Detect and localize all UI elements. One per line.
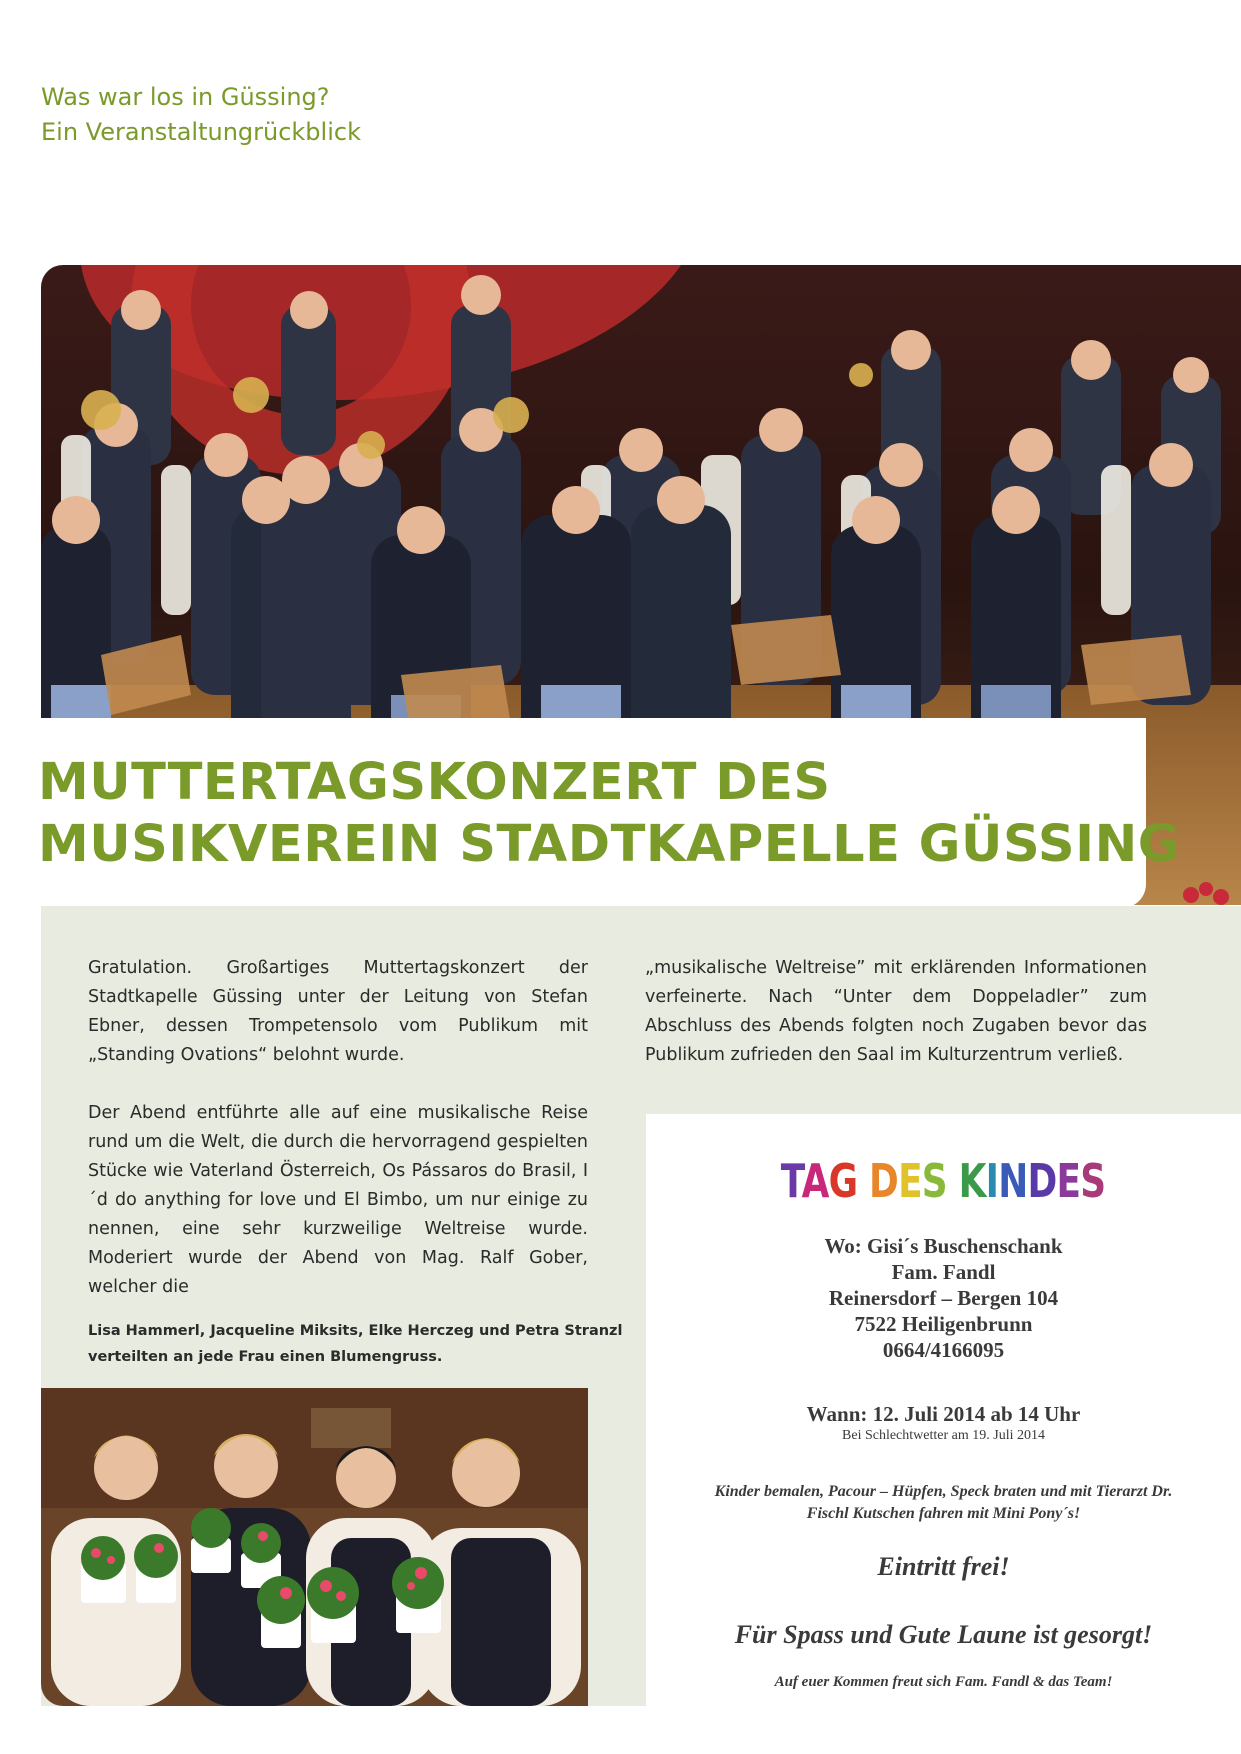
flyer-title-letter: S <box>1080 1154 1106 1208</box>
article-paragraph-2: Der Abend entführte alle auf eine musikalische Reise rund um die Welt, die durch die hervorragend gespielten Stücke wie Vaterland Österreich, Os Pássaros do Brasil, I´d do anything for love und El Bimbo, um nur einige zu nennen, eine sehr kurzweilige Weltreise wurde. Moderiert wurde der Abend von Mag. Ralf Gober, welcher die <box>88 1103 588 1297</box>
flyer-closing: Auf euer Kommen freut sich Fam. Fandl & das Team! <box>774 1674 1113 1690</box>
article-title <box>38 752 1180 876</box>
article-column-left <box>88 954 588 1302</box>
flyer-title-letter: E <box>898 1154 923 1208</box>
flyer-title-letter <box>947 1154 959 1208</box>
flyer-phone: 0664/4166095 <box>882 1338 1005 1362</box>
flyer-title-letter: D <box>1027 1154 1057 1208</box>
article-column-right <box>645 954 1147 1070</box>
flyer-where-1: Wo: Gisi´s Buschenschank <box>824 1234 1063 1258</box>
flyer-where-4: 7522 Heiligenbrunn <box>854 1312 1033 1336</box>
flyer-where-2: Fam. Fandl <box>891 1260 996 1284</box>
flyer-title-letter: A <box>802 1154 830 1208</box>
photo-caption <box>88 1318 623 1370</box>
flyer-title-letter: K <box>959 1154 987 1208</box>
flyer-title-letter: E <box>1056 1154 1081 1208</box>
header-line-1: Was war los in Güssing? <box>41 83 330 111</box>
flyer-title-letter: G <box>829 1154 858 1208</box>
caption-line-2: verteilten an jede Frau einen Blumengruss. <box>88 1349 443 1365</box>
flyer-activities-1: Kinder bemalen, Pacour – Hüpfen, Speck braten und mit Tierarzt Dr. <box>714 1483 1173 1500</box>
article-title-line-2: MUSIKVEREIN STADTKAPELLE GÜSSING <box>38 815 1181 874</box>
section-header <box>41 80 361 150</box>
tag-des-kindes-flyer <box>646 1114 1241 1706</box>
flyer-title-letter: I <box>986 1154 999 1208</box>
flyer-fun: Für Spass und Gute Laune ist gesorgt! <box>734 1620 1153 1649</box>
flyer-title-letter: S <box>922 1154 948 1208</box>
article-paragraph-3: „musikalische Weltreise” mit erklärenden Informationen verfeinerte. Nach “Unter dem Doppeladler” zum Abschluss des Abends folgten noch Zugaben bevor das Publikum zufrieden den Saal im Kulturzentrum verließ. <box>645 958 1147 1065</box>
flyer-title <box>646 1154 1241 1208</box>
flyer-title-letter <box>858 1154 870 1208</box>
flyer-rain-date: Bei Schlechtwetter am 19. Juli 2014 <box>842 1428 1045 1443</box>
flyer-when: Wann: 12. Juli 2014 ab 14 Uhr <box>806 1402 1081 1426</box>
women-with-flowers-photo <box>41 1388 588 1706</box>
flyer-title-letter: N <box>998 1154 1028 1208</box>
flyer-where-3: Reinersdorf – Bergen 104 <box>828 1286 1059 1310</box>
article-paragraph-1: Gratulation. Großartiges Muttertagskonzert der Stadtkapelle Güssing unter der Leitung von Stefan Ebner, dessen Trompetensolo vom Publikum mit „Standing Ovations“ belohnt wurde. <box>88 958 588 1065</box>
flyer-admission: Eintritt frei! <box>877 1552 1010 1581</box>
flyer-title-letter: T <box>781 1154 803 1208</box>
flyer-title-letter: D <box>869 1154 899 1208</box>
header-line-2: Ein Veranstaltungrückblick <box>41 118 361 146</box>
article-title-line-1: MUTTERTAGSKONZERT DES <box>38 753 831 812</box>
flyer-activities-2: Fischl Kutschen fahren mit Mini Pony´s! <box>806 1505 1081 1522</box>
caption-line-1: Lisa Hammerl, Jacqueline Miksits, Elke Herczeg und Petra Stranzl <box>88 1323 623 1339</box>
